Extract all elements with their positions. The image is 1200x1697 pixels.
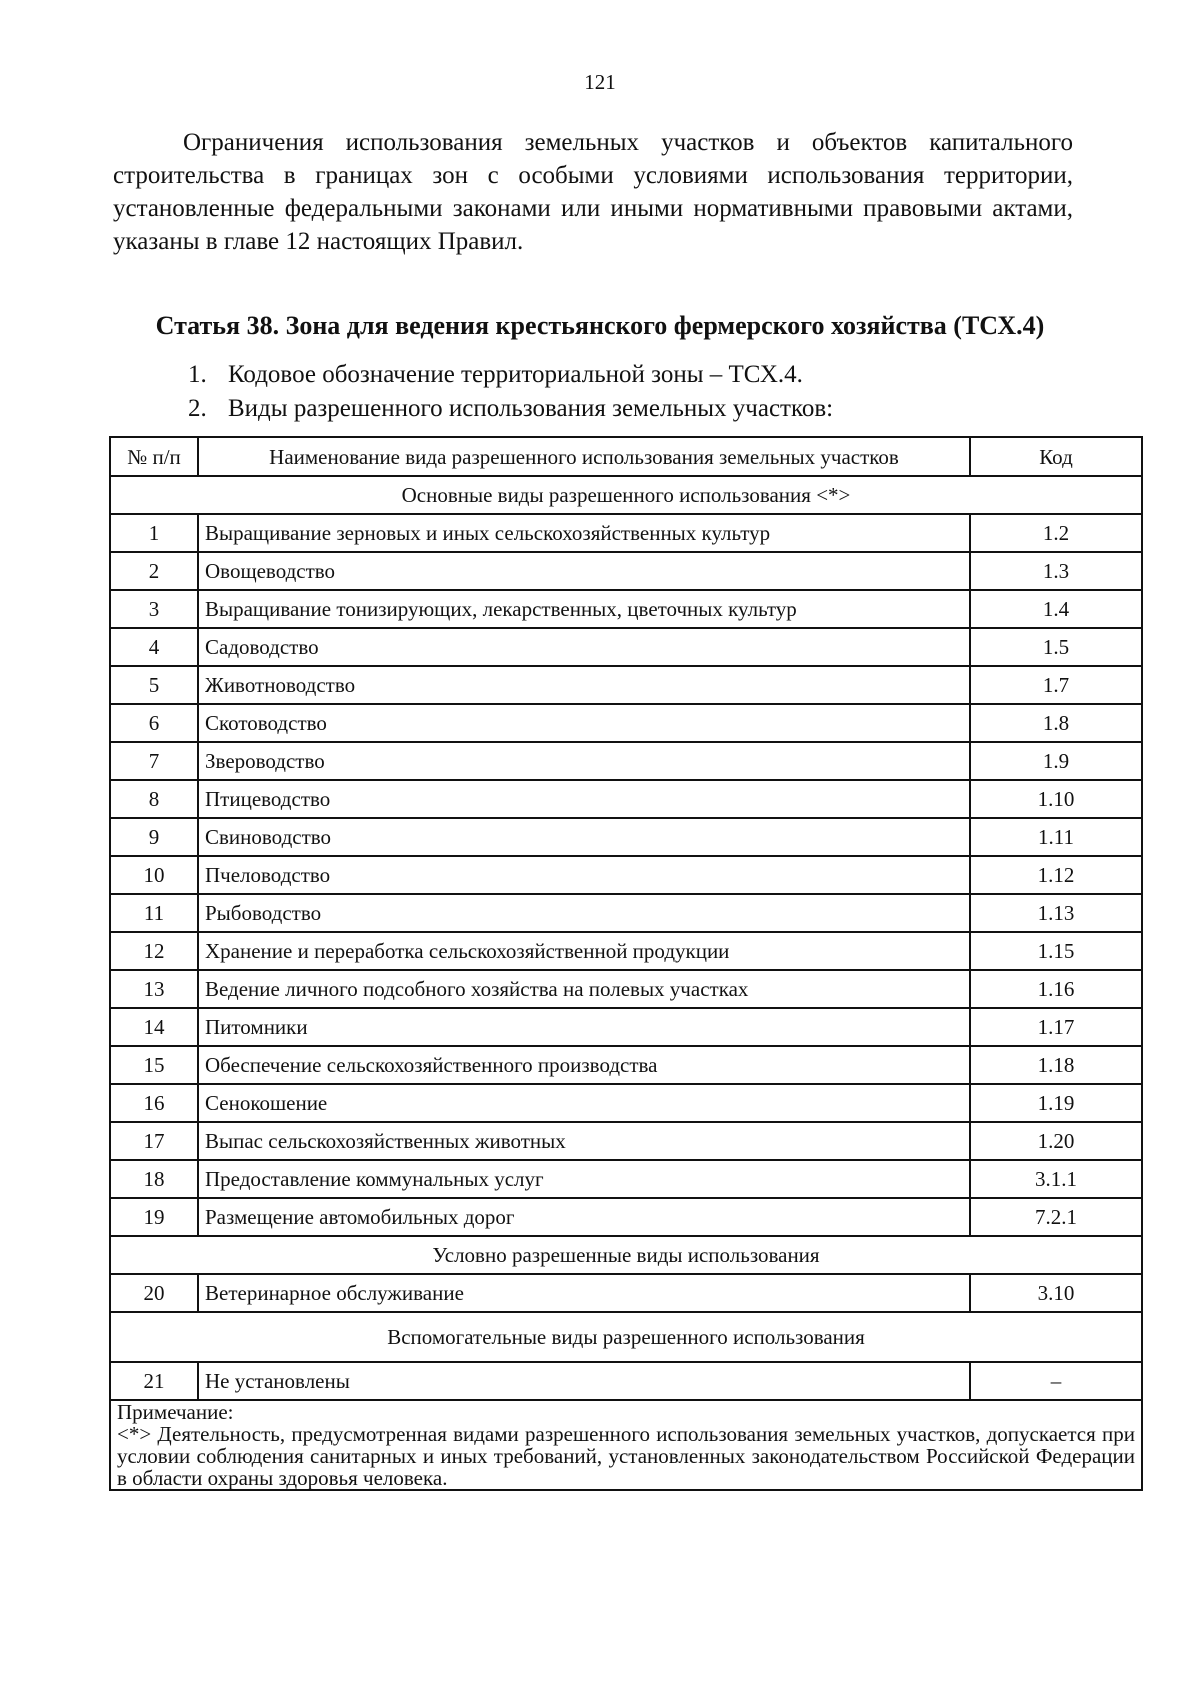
row-code: 3.1.1 xyxy=(970,1160,1142,1198)
row-code: – xyxy=(970,1362,1142,1400)
row-name: Питомники xyxy=(198,1008,970,1046)
row-code: 1.17 xyxy=(970,1008,1142,1046)
land-use-table xyxy=(109,436,1143,1491)
row-code: 1.19 xyxy=(970,1084,1142,1122)
row-code: 1.3 xyxy=(970,552,1142,590)
table-row xyxy=(110,552,1142,590)
table-row xyxy=(110,856,1142,894)
row-name: Ведение личного подсобного хозяйства на полевых участках xyxy=(198,970,970,1008)
row-name: Садоводство xyxy=(198,628,970,666)
row-name: Животноводство xyxy=(198,666,970,704)
row-code: 1.9 xyxy=(970,742,1142,780)
note-label: Примечание: xyxy=(117,1400,234,1424)
row-code: 1.2 xyxy=(970,514,1142,552)
table-row xyxy=(110,1274,1142,1312)
row-name: Ветеринарное обслуживание xyxy=(198,1274,970,1312)
table-row xyxy=(110,590,1142,628)
row-number: 2 xyxy=(110,552,198,590)
row-number: 5 xyxy=(110,666,198,704)
row-number: 21 xyxy=(110,1362,198,1400)
row-name: Выращивание тонизирующих, лекарственных, цветочных культур xyxy=(198,590,970,628)
header-name: Наименование вида разрешенного использования земельных участков xyxy=(198,437,970,476)
numbered-list xyxy=(188,358,833,426)
table-row xyxy=(110,1008,1142,1046)
row-name: Предоставление коммунальных услуг xyxy=(198,1160,970,1198)
row-number: 12 xyxy=(110,932,198,970)
row-number: 13 xyxy=(110,970,198,1008)
row-code: 7.2.1 xyxy=(970,1198,1142,1236)
table-row xyxy=(110,1046,1142,1084)
row-number: 19 xyxy=(110,1198,198,1236)
row-number: 14 xyxy=(110,1008,198,1046)
row-code: 1.4 xyxy=(970,590,1142,628)
table-row xyxy=(110,970,1142,1008)
row-number: 3 xyxy=(110,590,198,628)
table-row xyxy=(110,932,1142,970)
row-code: 1.8 xyxy=(970,704,1142,742)
table-row xyxy=(110,742,1142,780)
section-auxiliary-title: Вспомогательные виды разрешенного использования xyxy=(110,1312,1142,1362)
row-name: Не установлены xyxy=(198,1362,970,1400)
note-row xyxy=(110,1400,1142,1490)
row-name: Размещение автомобильных дорог xyxy=(198,1198,970,1236)
row-name: Скотоводство xyxy=(198,704,970,742)
list-item xyxy=(188,358,833,392)
table-row xyxy=(110,704,1142,742)
row-number: 18 xyxy=(110,1160,198,1198)
row-code: 1.12 xyxy=(970,856,1142,894)
row-code: 1.13 xyxy=(970,894,1142,932)
row-code: 1.7 xyxy=(970,666,1142,704)
row-number: 10 xyxy=(110,856,198,894)
table-row xyxy=(110,666,1142,704)
intro-paragraph: Ограничения использования земельных участков и объектов капитального строительства в границах зон с особыми условиями использования территории, установленные федеральными законами или иными нормативными правовыми актами, указаны в главе 12 настоящих Правил. xyxy=(113,129,1073,255)
list-item xyxy=(188,392,833,426)
row-code: 1.10 xyxy=(970,780,1142,818)
row-number: 9 xyxy=(110,818,198,856)
row-code: 1.16 xyxy=(970,970,1142,1008)
table-row xyxy=(110,1122,1142,1160)
row-name: Пчеловодство xyxy=(198,856,970,894)
row-name: Рыбоводство xyxy=(198,894,970,932)
row-name: Выращивание зерновых и иных сельскохозяйственных культур xyxy=(198,514,970,552)
table-note xyxy=(110,1400,1142,1490)
table-header-row xyxy=(110,437,1142,476)
table-row xyxy=(110,628,1142,666)
row-code: 1.5 xyxy=(970,628,1142,666)
row-code: 1.15 xyxy=(970,932,1142,970)
note-text: <*> Деятельность, предусмотренная видами разрешенного использования земельных участков, допускается при условии соблюдения санитарных и иных требований, установленных законодательством Российской Федерации в области охраны здоровья человека. xyxy=(117,1422,1135,1490)
row-code: 1.18 xyxy=(970,1046,1142,1084)
section-main-title: Основные виды разрешенного использования <*> xyxy=(110,476,1142,514)
table-row xyxy=(110,894,1142,932)
row-name: Выпас сельскохозяйственных животных xyxy=(198,1122,970,1160)
row-number: 15 xyxy=(110,1046,198,1084)
section-row-main xyxy=(110,476,1142,514)
row-number: 4 xyxy=(110,628,198,666)
table-row xyxy=(110,1084,1142,1122)
table-row xyxy=(110,514,1142,552)
row-number: 20 xyxy=(110,1274,198,1312)
table-body xyxy=(110,476,1142,1490)
section-auxiliary-row xyxy=(110,1312,1142,1362)
table-row xyxy=(110,1198,1142,1236)
row-name: Сенокошение xyxy=(198,1084,970,1122)
table-row xyxy=(110,1362,1142,1400)
row-number: 7 xyxy=(110,742,198,780)
row-name: Звероводство xyxy=(198,742,970,780)
section-conditional-title: Условно разрешенные виды использования xyxy=(110,1236,1142,1274)
list-item-text: Виды разрешенного использования земельных участков: xyxy=(228,395,834,422)
row-code: 3.10 xyxy=(970,1274,1142,1312)
list-item-number: 1. xyxy=(188,361,207,388)
row-number: 8 xyxy=(110,780,198,818)
row-number: 1 xyxy=(110,514,198,552)
row-name: Хранение и переработка сельскохозяйственной продукции xyxy=(198,932,970,970)
row-number: 16 xyxy=(110,1084,198,1122)
table-row xyxy=(110,1160,1142,1198)
row-name: Овощеводство xyxy=(198,552,970,590)
list-item-number: 2. xyxy=(188,395,207,422)
row-number: 11 xyxy=(110,894,198,932)
section-conditional-row xyxy=(110,1236,1142,1274)
row-number: 17 xyxy=(110,1122,198,1160)
header-number: № п/п xyxy=(110,437,198,476)
row-code: 1.11 xyxy=(970,818,1142,856)
list-item-text: Кодовое обозначение территориальной зоны – ТСХ.4. xyxy=(228,361,803,388)
header-code: Код xyxy=(970,437,1142,476)
table-row xyxy=(110,780,1142,818)
row-name: Свиноводство xyxy=(198,818,970,856)
row-name: Обеспечение сельскохозяйственного производства xyxy=(198,1046,970,1084)
table-row xyxy=(110,818,1142,856)
article-title: Статья 38. Зона для ведения крестьянского фермерского хозяйства (ТСХ.4) xyxy=(155,311,1045,340)
row-number: 6 xyxy=(110,704,198,742)
row-code: 1.20 xyxy=(970,1122,1142,1160)
row-name: Птицеводство xyxy=(198,780,970,818)
page-number: 121 xyxy=(584,70,616,94)
